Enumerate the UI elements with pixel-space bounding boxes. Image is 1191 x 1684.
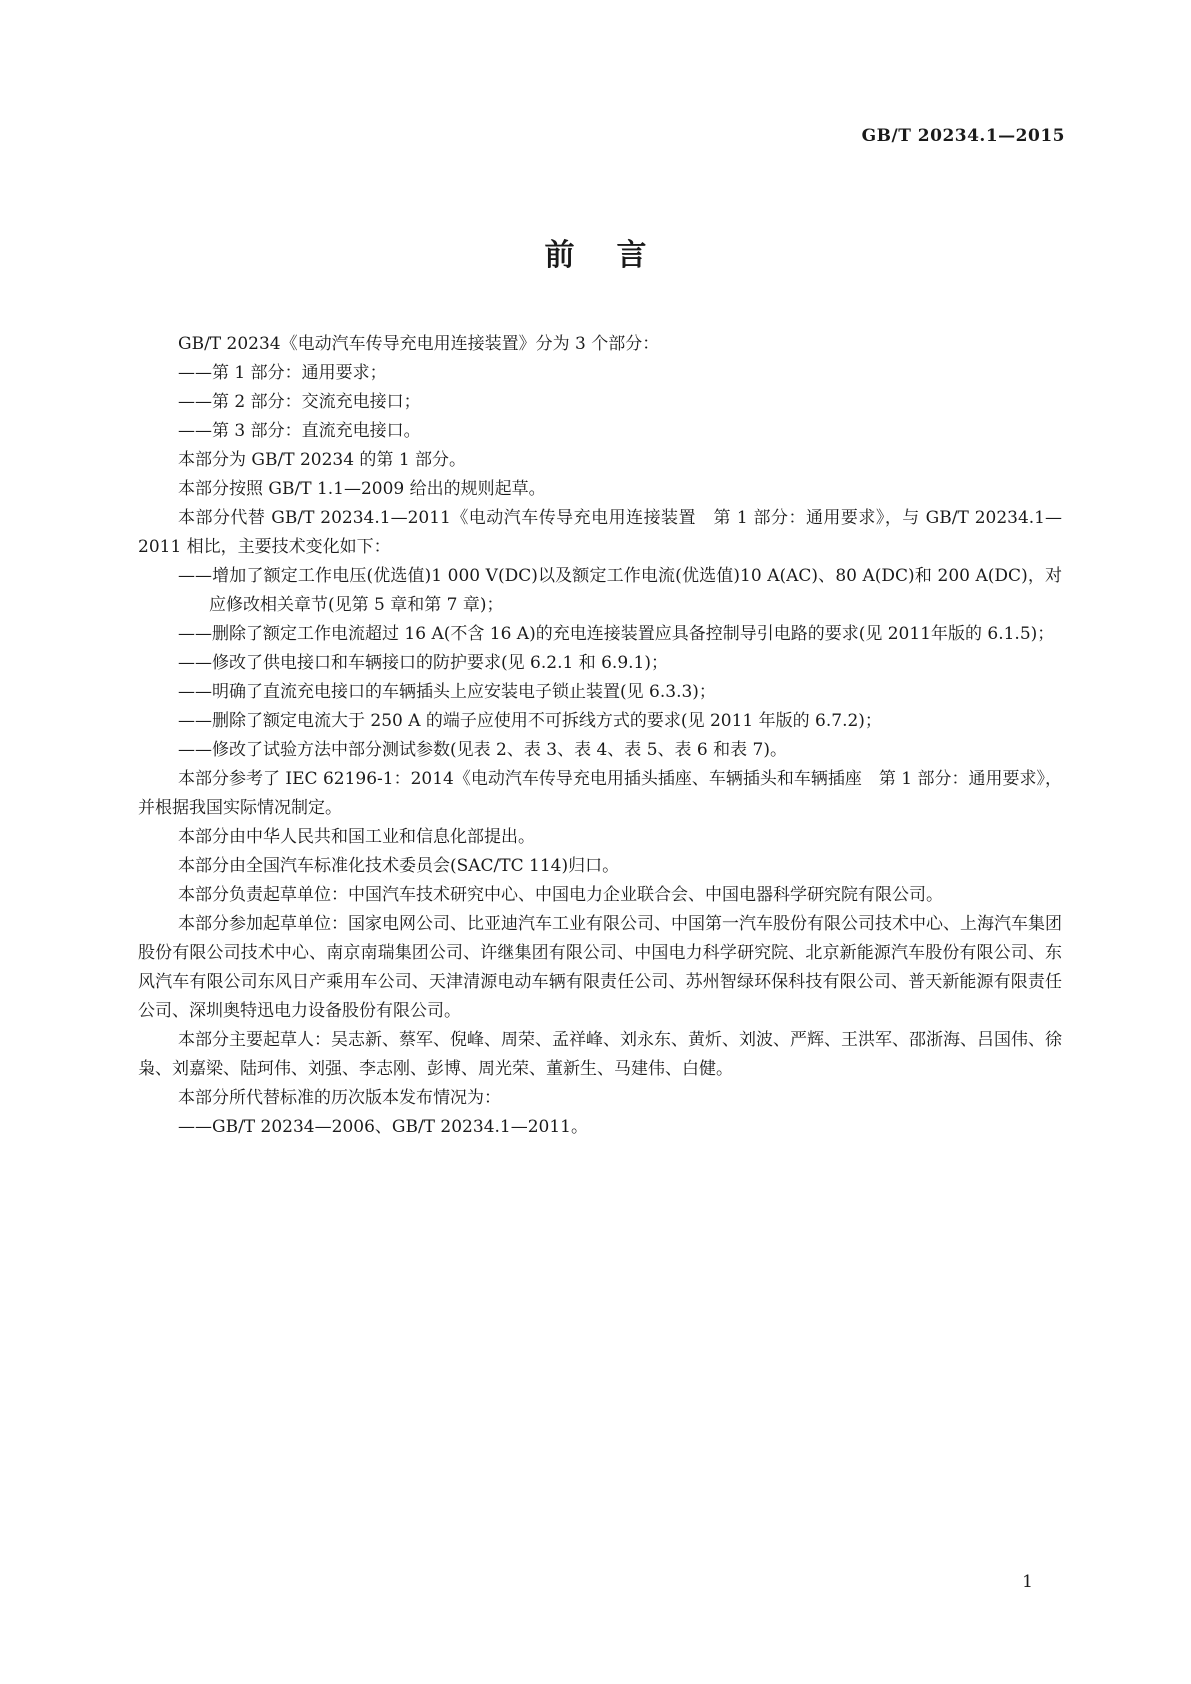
change-list-item: ——删除了额定工作电流超过 16 A(不含 16 A)的充电连接装置应具备控制导引电路的要求(见 2011年版的 6.1.5)；	[178, 624, 1055, 644]
page-title: 前言	[544, 238, 689, 273]
change-list-item: ——明确了直流充电接口的车辆插头上应安装电子锁止装置(见 6.3.3)；	[178, 682, 716, 702]
preface-body	[138, 330, 1062, 1142]
paragraph: 本部分为 GB/T 20234 的第 1 部分。	[178, 450, 467, 470]
standard-code: GB/T 20234.1—2015	[861, 126, 1065, 146]
paragraph: 本部分所代替标准的历次版本发布情况为：	[178, 1088, 501, 1108]
paragraph: 本部分由全国汽车标准化技术委员会(SAC/TC 114)归口。	[178, 856, 620, 876]
change-list-item: ——修改了试验方法中部分测试参数(见表 2、表 3、表 4、表 5、表 6 和表 7)。	[178, 740, 787, 760]
part-list-item: ——第 3 部分：直流充电接口。	[178, 421, 421, 441]
part-list-item: ——第 1 部分：通用要求；	[178, 363, 387, 383]
paragraph: GB/T 20234《电动汽车传导充电用连接装置》分为 3 个部分：	[178, 334, 660, 354]
paragraph: 本部分参考了 IEC 62196-1：2014《电动汽车传导充电用插头插座、车辆插头和车辆插座 第 1 部分：通用要求》，并根据我国实际情况制定。	[138, 769, 1062, 818]
part-list-item: ——第 2 部分：交流充电接口；	[178, 392, 421, 412]
paragraph: 本部分由中华人民共和国工业和信息化部提出。	[178, 827, 535, 847]
paragraph: 本部分参加起草单位：国家电网公司、比亚迪汽车工业有限公司、中国第一汽车股份有限公司技术中心、上海汽车集团股份有限公司技术中心、南京南瑞集团公司、许继集团有限公司、中国电力科学研究院、北京新能源汽车股份有限公司、东风汽车有限公司东风日产乘用车公司、天津清源电动车辆有限责任公司、苏州智绿环保科技有限公司、普天新能源有限责任公司、深圳奥特迅电力设备股份有限公司。	[138, 914, 1062, 1021]
paragraph: 本部分主要起草人：吴志新、蔡军、倪峰、周荣、孟祥峰、刘永东、黄炘、刘波、严辉、王洪军、邵浙海、吕国伟、徐枭、刘嘉梁、陆珂伟、刘强、李志刚、彭博、周光荣、董新生、马建伟、白健。	[138, 1030, 1062, 1079]
paragraph: 本部分负责起草单位：中国汽车技术研究中心、中国电力企业联合会、中国电器科学研究院有限公司。	[178, 885, 943, 905]
change-list-item: ——修改了供电接口和车辆接口的防护要求(见 6.2.1 和 6.9.1)；	[178, 653, 668, 673]
change-list-item: ——增加了额定工作电压(优选值)1 000 V(DC)以及额定工作电流(优选值)10 A(AC)、80 A(DC)和 200 A(DC)，对应修改相关章节(见第 5 章和第 7 章)；	[178, 566, 1062, 615]
history-list-item: ——GB/T 20234—2006、GB/T 20234.1—2011。	[178, 1117, 588, 1137]
paragraph: 本部分代替 GB/T 20234.1—2011《电动汽车传导充电用连接装置 第 1 部分：通用要求》，与 GB/T 20234.1—2011 相比，主要技术变化如下：	[138, 508, 1062, 557]
page-number: 1	[1022, 1572, 1033, 1592]
change-list-item: ——删除了额定电流大于 250 A 的端子应使用不可拆线方式的要求(见 2011 年版的 6.7.2)；	[178, 711, 882, 731]
paragraph: 本部分按照 GB/T 1.1—2009 给出的规则起草。	[178, 479, 546, 499]
